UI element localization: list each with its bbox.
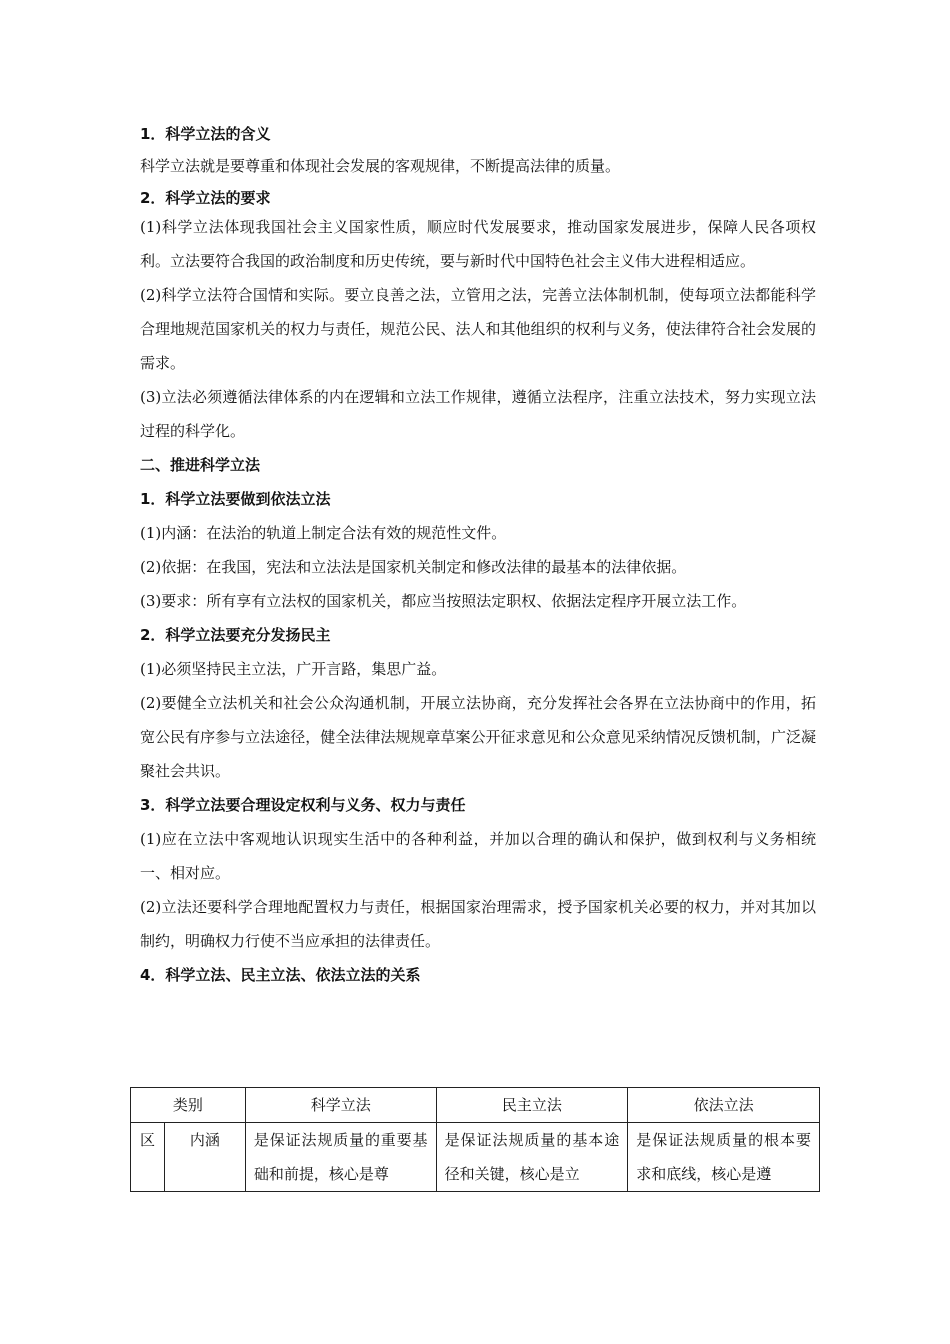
table-header-cell: 民主立法 [436,1088,628,1123]
paragraph: (3)立法必须遵循法律体系的内在逻辑和立法工作规律，遵循立法程序，注重立法技术，努力实现立法过程的科学化。 [140,388,816,440]
paragraph: (1)必须坚持民主立法，广开言路，集思广益。 [140,660,447,678]
section-title: 3．科学立法要合理设定权利与义务、权力与责任 [140,796,466,814]
section-title: 1．科学立法要做到依法立法 [140,490,331,508]
section-title-meaning: 1．科学立法的含义 [140,125,271,143]
document-body [140,124,816,992]
table-cell: 是保证法规质量的根本要求和底线，核心是遵 [628,1123,820,1192]
table-cell: 是保证法规质量的基本途径和关键，核心是立 [436,1123,628,1192]
table-header-cell: 科学立法 [245,1088,436,1123]
table-group-cell: 区 [131,1123,165,1192]
table-header-cell: 类别 [131,1088,246,1123]
paragraph: (1)科学立法体现我国社会主义国家性质，顺应时代发展要求，推动国家发展进步，保障人民各项权利。立法要符合我国的政治制度和历史传统，要与新时代中国特色社会主义伟大进程相适应。 [140,218,816,270]
part-title: 二、推进科学立法 [140,456,261,474]
section-title-requirements: 2．科学立法的要求 [140,189,271,207]
section-title: 4．科学立法、民主立法、依法立法的关系 [140,966,421,984]
table-header-row [131,1088,820,1123]
paragraph: (2)科学立法符合国情和实际。要立良善之法，立管用之法，完善立法体制机制，使每项立法都能科学合理地规范国家机关的权力与责任，规范公民、法人和其他组织的权利与义务，使法律符合社会发展的需求。 [140,286,816,372]
paragraph: (2)依据：在我国，宪法和立法法是国家机关制定和修改法律的最基本的法律依据。 [140,558,687,576]
section-title: 2．科学立法要充分发扬民主 [140,626,331,644]
table-label-cell: 内涵 [164,1123,245,1192]
paragraph: (3)要求：所有享有立法权的国家机关，都应当按照法定职权、依据法定程序开展立法工作。 [140,592,747,610]
relationship-table [130,1087,820,1192]
table-cell: 是保证法规质量的重要基础和前提，核心是尊 [245,1123,436,1192]
table-header-cell: 依法立法 [628,1088,820,1123]
paragraph: (2)要健全立法机关和社会公众沟通机制，开展立法协商，充分发挥社会各界在立法协商中的作用，拓宽公民有序参与立法途径，健全法律法规规章草案公开征求意见和公众意见采纳情况反馈机制，广泛凝聚社会共识。 [140,694,816,780]
paragraph: (1)应在立法中客观地认识现实生活中的各种利益，并加以合理的确认和保护，做到权利与义务相统一、相对应。 [140,830,816,882]
paragraph: (1)内涵：在法治的轨道上制定合法有效的规范性文件。 [140,524,507,542]
paragraph: (2)立法还要科学合理地配置权力与责任，根据国家治理需求，授予国家机关必要的权力，并对其加以制约，明确权力行使不当应承担的法律责任。 [140,898,816,950]
paragraph: 科学立法就是要尊重和体现社会发展的客观规律，不断提高法律的质量。 [140,157,621,175]
table-row [131,1123,820,1192]
